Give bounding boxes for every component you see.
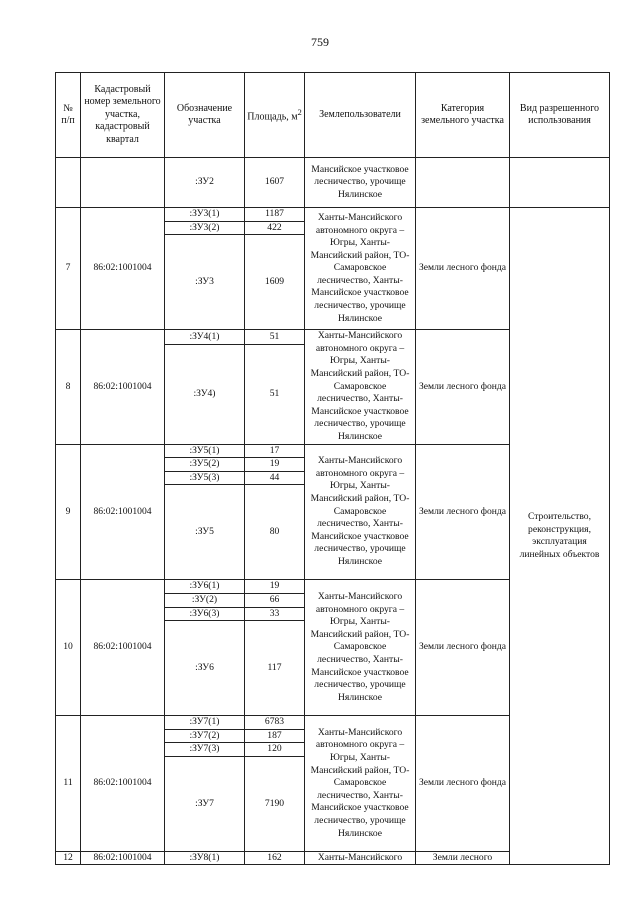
land-plots-table xyxy=(55,72,610,865)
area-cell: 7190 xyxy=(245,756,305,851)
header-usage: Вид разрешенного использования xyxy=(510,73,610,158)
designation-cell: :ЗУ5(2) xyxy=(165,458,245,472)
designation-cell: :ЗУ(2) xyxy=(165,593,245,607)
area-cell: 1609 xyxy=(245,235,305,330)
area-cell: 51 xyxy=(245,344,305,444)
designation-cell: :ЗУ6(3) xyxy=(165,607,245,621)
designation-cell: :ЗУ5 xyxy=(165,485,245,580)
table-row xyxy=(56,208,610,222)
area-cell: 162 xyxy=(245,851,305,865)
area-cell: 19 xyxy=(245,458,305,472)
designation-cell: :ЗУ5(3) xyxy=(165,471,245,485)
area-cell: 51 xyxy=(245,330,305,344)
header-users: Землепользователи xyxy=(305,73,416,158)
designation-cell: :ЗУ7(3) xyxy=(165,743,245,757)
area-cell: 187 xyxy=(245,729,305,743)
area-cell: 44 xyxy=(245,471,305,485)
area-cell: 120 xyxy=(245,743,305,757)
num-cell xyxy=(56,158,81,208)
designation-cell: :ЗУ6 xyxy=(165,621,245,716)
users-cell: Ханты-Мансийского xyxy=(305,851,416,865)
table-row xyxy=(56,158,610,208)
area-cell: 1187 xyxy=(245,208,305,222)
users-cell: Мансийское участковое лесничество, урочище Нялинское xyxy=(305,158,416,208)
header-cadastral: Кадастровый номер земельного участка, кадастровый квартал xyxy=(81,73,165,158)
cadastral-cell: 86:02:1001004 xyxy=(81,851,165,865)
users-cell: Ханты-Мансийского автономного округа – Югры, Ханты-Мансийский район, ТО-Самаровское лесничество, Ханты-Мансийское участковое лесничество, урочище Нялинское xyxy=(305,716,416,852)
cadastral-cell: 86:02:1001004 xyxy=(81,716,165,852)
area-cell: 117 xyxy=(245,621,305,716)
users-cell: Ханты-Мансийского автономного округа – Югры, Ханты-Мансийский район, ТО-Самаровское лесничество, Ханты-Мансийское участковое лесничество, урочище Нялинское xyxy=(305,580,416,716)
num-cell: 9 xyxy=(56,444,81,580)
area-cell: 80 xyxy=(245,485,305,580)
num-cell: 8 xyxy=(56,330,81,444)
users-cell: Ханты-Мансийского автономного округа – Югры, Ханты-Мансийский район, ТО-Самаровское лесничество, Ханты-Мансийское участковое лесничество, урочище Нялинское xyxy=(305,444,416,580)
area-cell: 66 xyxy=(245,593,305,607)
area-cell: 6783 xyxy=(245,716,305,730)
category-cell: Земли лесного фонда xyxy=(416,444,510,580)
cadastral-cell: 86:02:1001004 xyxy=(81,208,165,330)
category-cell: Земли лесного фонда xyxy=(416,716,510,852)
designation-cell: :ЗУ3 xyxy=(165,235,245,330)
designation-cell: :ЗУ7 xyxy=(165,756,245,851)
area-cell: 33 xyxy=(245,607,305,621)
area-cell: 422 xyxy=(245,221,305,235)
area-cell: 19 xyxy=(245,580,305,594)
area-cell: 17 xyxy=(245,444,305,458)
designation-cell: :ЗУ4(1) xyxy=(165,330,245,344)
page-number: 759 xyxy=(311,35,329,49)
category-cell xyxy=(416,158,510,208)
designation-cell: :ЗУ7(2) xyxy=(165,729,245,743)
area-cell: 1607 xyxy=(245,158,305,208)
table-body xyxy=(56,158,610,865)
category-cell: Земли лесного фонда xyxy=(416,208,510,330)
header-designation: Обозначение участка xyxy=(165,73,245,158)
category-cell: Земли лесного xyxy=(416,851,510,865)
num-cell: 7 xyxy=(56,208,81,330)
designation-cell: :ЗУ8(1) xyxy=(165,851,245,865)
header-row xyxy=(56,73,610,158)
category-cell: Земли лесного фонда xyxy=(416,330,510,444)
designation-cell: :ЗУ7(1) xyxy=(165,716,245,730)
category-cell: Земли лесного фонда xyxy=(416,580,510,716)
designation-cell: :ЗУ4) xyxy=(165,344,245,444)
cadastral-cell: 86:02:1001004 xyxy=(81,580,165,716)
users-cell: Ханты-Мансийского автономного округа – Югры, Ханты-Мансийский район, ТО-Самаровское лесничество, Ханты-Мансийское участковое лесничество, урочище Нялинское xyxy=(305,330,416,444)
users-cell: Ханты-Мансийского автономного округа – Югры, Ханты-Мансийский район, ТО-Самаровское лесничество, Ханты-Мансийское участковое лесничество, урочище Нялинское xyxy=(305,208,416,330)
designation-cell: :ЗУ3(2) xyxy=(165,221,245,235)
num-cell: 10 xyxy=(56,580,81,716)
header-area-sup: 2 xyxy=(297,107,302,117)
designation-cell: :ЗУ3(1) xyxy=(165,208,245,222)
cadastral-cell xyxy=(81,158,165,208)
designation-cell: :ЗУ2 xyxy=(165,158,245,208)
designation-cell: :ЗУ5(1) xyxy=(165,444,245,458)
header-num: № п/п xyxy=(56,73,81,158)
header-category: Категория земельного участка xyxy=(416,73,510,158)
cadastral-cell: 86:02:1001004 xyxy=(81,444,165,580)
header-area-label: Площадь, м xyxy=(247,110,298,122)
header-area xyxy=(245,73,305,158)
usage-cell xyxy=(510,158,610,208)
usage-cell: Строительство, реконструкция, эксплуатация линейных объектов xyxy=(510,208,610,865)
cadastral-cell: 86:02:1001004 xyxy=(81,330,165,444)
designation-cell: :ЗУ6(1) xyxy=(165,580,245,594)
num-cell: 12 xyxy=(56,851,81,865)
num-cell: 11 xyxy=(56,716,81,852)
